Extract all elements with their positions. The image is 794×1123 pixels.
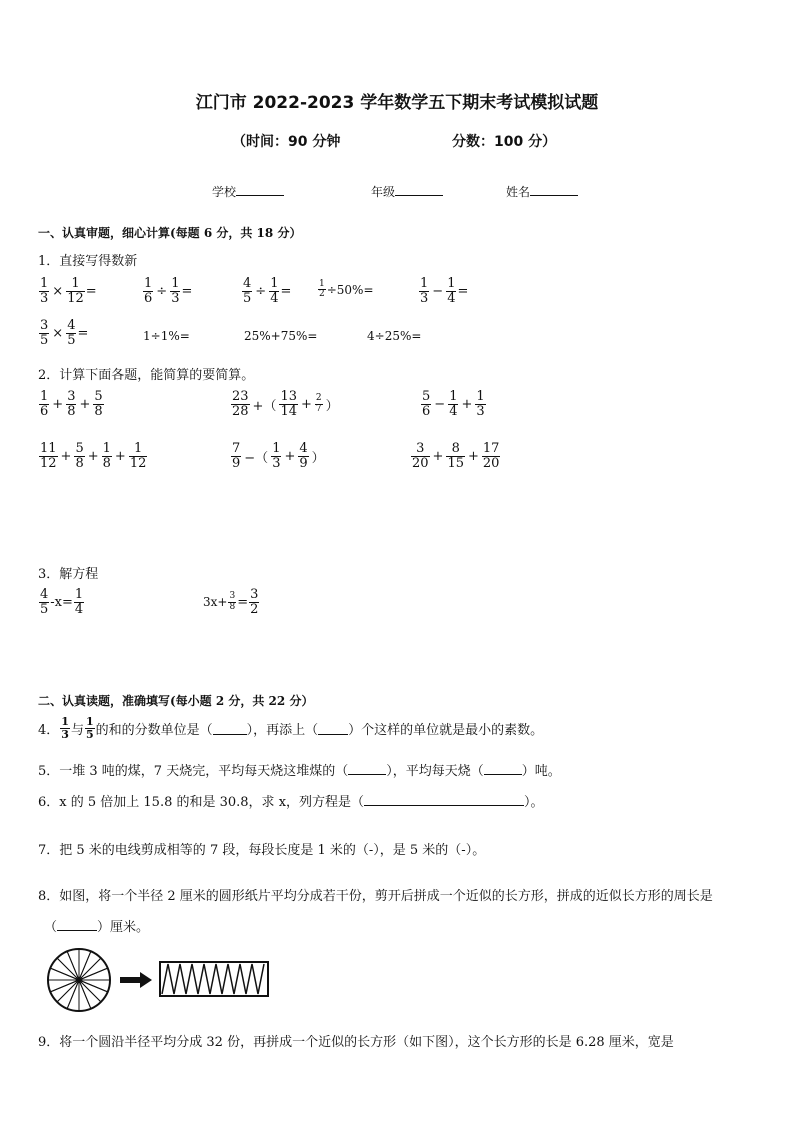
q2-item-e: $\frac{7}{9}$ −（ $\frac{1}{3}$ + $\frac{4}{9}$ ） [232,441,325,471]
question-7: 7．把 5 米的电线剪成相等的 7 段，每段长度是 1 米的（-），是 5 米的（-）。 [38,843,486,858]
question-2: 2．计算下面各题，能简算的要简算。 [38,368,255,383]
q1-item-c: $\frac{4}{5}$ ÷ $\frac{1}{4}$ = [243,276,292,306]
q1-item-d: $\frac{1}{2}$ ÷50%= [319,279,374,300]
q1-item-f: $\frac{3}{5}$ × $\frac{4}{5}$ = [40,318,89,348]
q1-item-h: 25%+75%= [244,329,318,343]
zigzag-rectangle-icon [160,962,268,996]
q1-item-g: 1÷1%= [143,329,190,343]
question-3: 3．解方程 [38,567,99,582]
exam-score: 分数：100 分） [452,134,557,150]
q2-item-f: $\frac{3}{20}$ + $\frac{8}{15}$ + $\frac{17}{20}$ [412,441,500,471]
school-blank[interactable] [236,183,284,196]
q1-item-i: 4÷25%= [367,329,422,343]
q6-blank[interactable] [364,793,524,806]
grade-blank[interactable] [395,183,443,196]
question-5: 5．一堆 3 吨的煤，7 天烧完，平均每天烧这堆煤的（ ），平均每天烧（ ）吨。 [38,764,561,779]
q5-blank-1[interactable] [348,762,386,775]
question-8-line-1: 8．如图，将一个半径 2 厘米的圆形纸片平均分成若干份，剪开后拼成一个近似的长方形，拼成的近似长方形的周长是 [38,889,713,904]
name-blank[interactable] [530,183,578,196]
name-field[interactable]: 姓名 [506,183,578,200]
question-6: 6．x 的 5 倍加上 15.8 的和是 30.8，求 x，列方程是（ ）。 [38,795,544,810]
q8-blank[interactable] [57,918,97,931]
right-arrow-icon [120,972,152,988]
question-9: 9．将一个圆沿半径平均分成 32 份，再拼成一个近似的长方形（如下图），这个长方形的长是 6.28 厘米，宽是 [38,1035,674,1050]
grade-field[interactable]: 年级 [371,183,443,200]
page-title: 江门市 2022-2023 学年数学五下期末考试模拟试题 [195,93,599,113]
q2-item-c: $\frac{5}{6}$ − $\frac{1}{4}$ + $\frac{1}{3}$ [422,389,485,419]
q3-equation-a: $\frac{4}{5}$ -x= $\frac{1}{4}$ [40,587,84,617]
q4-blank-1[interactable] [213,722,247,735]
exam-time: （时间：90 分钟 [232,134,341,150]
question-4: 4． $\frac{1}{3}$ 与 $\frac{1}{5}$ 的和的分数单位是（ ），再添上（ ）个这样的单位就是最小的素数。 [38,715,544,741]
question-1: 1．直接写得数新 [38,254,138,269]
q1-item-e: $\frac{1}{3}$ − $\frac{1}{4}$ = [420,276,469,306]
circle-to-rectangle-figure [44,946,274,1016]
q1-item-b: $\frac{1}{6}$ ÷ $\frac{1}{3}$ = [144,276,193,306]
question-8-line-2: （ ）厘米。 [44,920,150,935]
q5-blank-2[interactable] [484,762,522,775]
q3-equation-b: 3x+ $\frac{3}{8}$ = $\frac{3}{2}$ [203,587,259,617]
q2-item-d: $\frac{11}{12}$ + $\frac{5}{8}$ + $\frac{1}{8}$ + $\frac{1}{12}$ [40,441,147,471]
q4-blank-2[interactable] [318,722,348,735]
q2-item-a: $\frac{1}{6}$ + $\frac{3}{8}$ + $\frac{5}{8}$ [40,389,103,419]
segmented-circle-icon [48,949,110,1011]
q1-item-a: $\frac{1}{3}$ × $\frac{1}{12}$ = [40,276,97,306]
q2-item-b: $\frac{23}{28}$ +（ $\frac{13}{14}$ + $\frac{2}{7}$ ） [232,389,339,419]
school-field[interactable]: 学校 [212,183,284,200]
section-1-heading: 一、认真审题，细心计算(每题 6 分，共 18 分） [38,226,302,240]
section-2-heading: 二、认真读题，准确填写(每小题 2 分，共 22 分） [38,694,314,708]
